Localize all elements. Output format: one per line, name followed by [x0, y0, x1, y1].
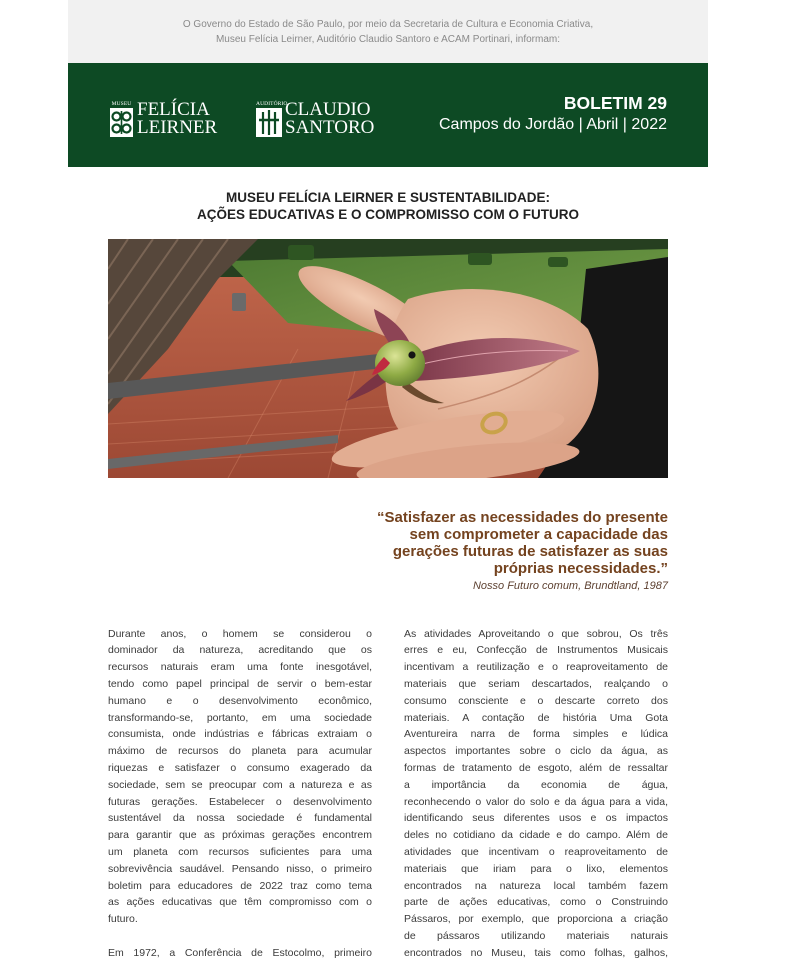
text-line: materiais. A contação de história Uma Gota: [404, 711, 668, 724]
text-line: sociedade, sem se preocupar com a natureza e as: [108, 778, 372, 791]
bulletin-banner: [68, 63, 708, 167]
text-line: um planeta com recursos suficientes para uma: [108, 845, 372, 858]
wordmark-line: SANTORO: [285, 117, 375, 138]
quote-line: sem comprometer a capacidade das: [409, 525, 668, 543]
wordmark-line: FELÍCIA: [137, 99, 210, 120]
text-line: boletim para educadores de 2022 traz como tema: [108, 879, 372, 892]
text-line: sobrevivência saudável. Pensando nisso, o primeiro: [108, 862, 372, 875]
text-line: consumo consciente e o descarte correto dos: [404, 694, 668, 707]
text-line: as ações educativas que têm compromisso com o: [108, 896, 372, 909]
photo-hedge: [288, 245, 314, 260]
article-column-left: [108, 626, 372, 966]
text-line: para garantir que as próximas gerações encontrem: [108, 829, 372, 842]
text-line: Durante anos, o homem se considerou o: [108, 627, 372, 640]
museu-emblem-icon: [110, 101, 133, 137]
text-line: deles no cotidiano da cidade e do campo. Além de: [404, 829, 668, 842]
text-line: Pássaros, por exemplo, que proporciona a criação: [404, 913, 668, 926]
bulletin-info: [439, 93, 667, 135]
text-line: tendo como papel principal de servir o bem-estar: [108, 677, 372, 690]
text-line: aspectos importantes sobre o ciclo da água, as: [404, 745, 668, 758]
text-line: transformando-se, portanto, em uma sociedade: [108, 711, 372, 724]
wordmark-line: CLAUDIO: [285, 99, 371, 120]
bulletin-place-date: Campos do Jordão | Abril | 2022: [439, 116, 667, 133]
photo-hedge: [468, 253, 492, 265]
title-line: MUSEU FELÍCIA LEIRNER E SUSTENTABILIDADE:: [225, 189, 550, 205]
text-line: Aventureira narra de forma simples e lúdica: [404, 728, 668, 741]
text-line: futuro.: [108, 913, 138, 926]
wordmark-line: LEIRNER: [137, 117, 218, 138]
photo-hedge: [548, 257, 568, 267]
article-photo: [108, 239, 668, 478]
museu-emblem-shape: [110, 108, 133, 137]
photo-bud-spot: [408, 351, 415, 358]
title-line: AÇÕES EDUCATIVAS E O COMPROMISSO COM O FUTURO: [196, 206, 579, 222]
text-line: incentivam a reutilização e o reaproveitamento de: [404, 661, 668, 674]
text-line: sustentável da nossa sociedade é fundamental: [108, 812, 372, 825]
text-line: dominador da natureza, acreditando que os: [108, 644, 372, 657]
intro-line: Museu Felícia Leirner, Auditório Claudio Santoro e ACAM Portinari, informam:: [215, 34, 561, 45]
paragraph: [108, 945, 372, 962]
text-line: formas de tratamento de esgoto, além de ressaltar: [404, 761, 668, 774]
text-line: de pássaros utilizando materiais naturais: [404, 929, 668, 942]
paragraph: [108, 626, 372, 928]
pull-quote: [338, 509, 668, 596]
text-line: encontrados na natureza local também fazem: [404, 879, 668, 892]
quote-line: “Satisfazer as necessidades do presente: [377, 508, 668, 526]
museu-felicia-leirner-logo: [110, 101, 220, 137]
logo-small-label: AUDITÓRIO: [256, 101, 288, 107]
text-line: riquezas e satisfazer o consumo exagerado da: [108, 761, 372, 774]
text-line: atividades que incentivam o reaproveitamento de: [404, 845, 668, 858]
text-line: Em 1972, a Conferência de Estocolmo, primeiro: [108, 946, 372, 959]
auditorio-emblem-shape: [256, 108, 282, 137]
text-line: a importância da economia de água,: [404, 778, 668, 791]
text-line: consumista, onde indústrias e fábricas extraiam o: [108, 728, 372, 741]
intro-header: [68, 0, 708, 63]
text-line: materiais que seriam descartados, realçando o: [404, 677, 668, 690]
bulletin-number: BOLETIM 29: [563, 93, 667, 113]
text-line: erres e eu, Confecção de Instrumentos Musicais: [404, 644, 668, 657]
photo-bin: [232, 293, 246, 311]
article-column-right: [404, 626, 668, 966]
text-line: recursos naturais eram uma fonte inesgotável,: [108, 661, 372, 674]
quote-source: Nosso Futuro comum, Brundtland, 1987: [472, 580, 668, 592]
quote-line: próprias necessidades.”: [493, 559, 668, 577]
paragraph: [404, 626, 668, 962]
article-title: [68, 189, 708, 223]
text-line: parte de ações educativas, como o Construindo: [404, 896, 668, 909]
text-line: reconhecendo o valor do solo e da água para a vida,: [404, 795, 668, 808]
text-line: As atividades Aproveitando o que sobrou, Os três: [404, 627, 668, 640]
quote-line: gerações futuras de satisfazer as suas: [392, 542, 668, 560]
text-line: materiais que iriam para o lixo, elementos: [404, 862, 668, 875]
auditorio-emblem-icon: [256, 101, 288, 137]
text-line: encontrados no Museu, tais como folhas, galhos,: [404, 946, 668, 959]
auditorio-wordmark: [285, 101, 374, 137]
auditorio-claudio-santoro-logo: [256, 101, 376, 137]
intro-line: O Governo do Estado de São Paulo, por meio da Secretaria de Cultura e Economia Criativa,: [182, 19, 594, 30]
logo-small-label: MUSEU: [111, 101, 132, 107]
museu-wordmark: [137, 101, 217, 137]
text-line: identificando seus diferentes usos e os impactos: [404, 812, 668, 825]
text-line: humano e o desenvolvimento econômico,: [108, 694, 372, 707]
text-line: futuras gerações. Estabelecer o desenvolvimento: [108, 795, 372, 808]
text-line: máximo de recursos do planeta para acumular: [108, 745, 372, 758]
